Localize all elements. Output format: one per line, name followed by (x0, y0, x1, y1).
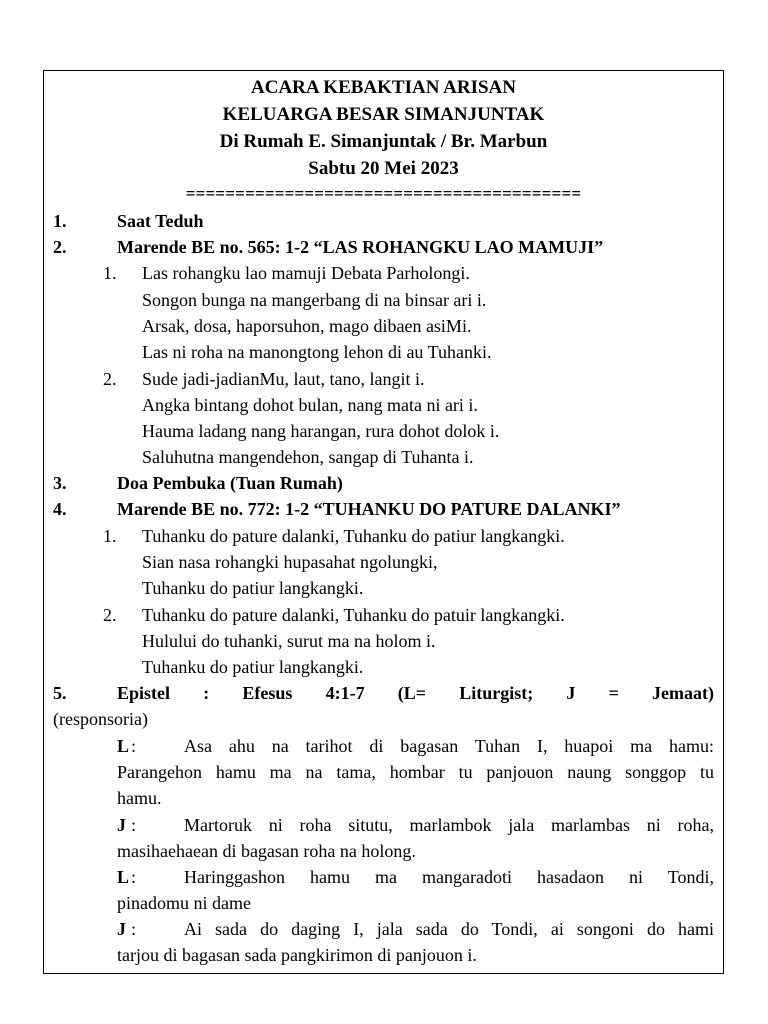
response-colon: : (131, 867, 137, 887)
doc-location: Di Rumah E. Simanjuntak / Br. Marbun (219, 131, 548, 152)
item-number: 5. (53, 683, 67, 703)
response-label: L (117, 867, 130, 887)
response-colon: : (131, 919, 137, 939)
response-label: J (117, 919, 126, 939)
verse-number: 2. (103, 605, 117, 625)
response-line: Asa ahu na tarihot di bagasan Tuhan I, huapoi ma hamu: (184, 736, 714, 756)
doc-title: ACARA KEBAKTIAN ARISAN (251, 77, 516, 98)
response-line: pinadomu ni dame (117, 893, 251, 913)
response-line: masihaehaean di bagasan roha na holong. (117, 841, 416, 861)
item-title: Doa Pembuka (Tuan Rumah) (117, 473, 343, 493)
response-label: L (117, 736, 130, 756)
verse-line: Angka bintang dohot bulan, nang mata ni ari i. (142, 395, 478, 415)
verse-line: Hulului do tuhanki, surut ma na holom i. (142, 631, 436, 651)
verse-number: 2. (103, 369, 117, 389)
response-colon: : (131, 736, 137, 756)
verse-line: Tuhanku do patiur langkangki. (142, 657, 364, 677)
verse-line: Arsak, dosa, haporsuhon, mago dibaen asiMi. (142, 316, 472, 336)
epistel-heading (117, 680, 714, 706)
response-line: Parangehon hamu ma na tama, hombar tu panjouon naung songgop tu (117, 762, 714, 782)
item-number: 4. (53, 499, 67, 519)
response-line: Martoruk ni roha situtu, marlambok jala marlambas ni roha, (184, 815, 714, 835)
item-number: 1. (53, 211, 67, 231)
verse-line: Las ni roha na manongtong lehon di au Tuhanki. (142, 342, 492, 362)
verse-number: 1. (103, 263, 117, 283)
response-line: hamu. (117, 788, 162, 808)
doc-date: Sabtu 20 Mei 2023 (308, 158, 459, 179)
item-title: Marende BE no. 772: 1-2 “TUHANKU DO PATURE DALANKI” (117, 499, 621, 519)
item-title: Marende BE no. 565: 1-2 “LAS ROHANGKU LAO MAMUJI” (117, 237, 604, 257)
verse-line: Tuhanku do patiur langkangki. (142, 578, 364, 598)
verse-line: Saluhutna mangendehon, sangap di Tuhanta i. (142, 447, 474, 467)
verse-line: Songon bunga na mangerbang di na binsar ari i. (142, 290, 487, 310)
doc-subtitle: KELUARGA BESAR SIMANJUNTAK (222, 104, 545, 125)
response-line: Haringgashon hamu ma mangaradoti hasadaon ni Tondi, (184, 867, 714, 887)
verse-line: Tuhanku do pature dalanki, Tuhanku do patuir langkangki. (142, 605, 565, 625)
verse-line: Hauma ladang nang harangan, rura dohot dolok i. (142, 421, 500, 441)
verse-number: 1. (103, 526, 117, 546)
response-line: Ai sada do daging I, jala sada do Tondi, ai songoni do hami (184, 919, 714, 939)
response-colon: : (131, 815, 137, 835)
separator-line: ======================================== (185, 184, 582, 203)
verse-line: Sude jadi-jadianMu, laut, tano, langit i. (142, 369, 425, 389)
item-number: 2. (53, 237, 67, 257)
item-number: 3. (53, 473, 67, 493)
response-line: tarjou di bagasan sada pangkirimon di panjouon i. (117, 945, 477, 965)
verse-line: Las rohangku lao mamuji Debata Parholongi. (142, 263, 470, 283)
item-title: Saat Teduh (117, 211, 204, 231)
epistel-subtitle: (responsoria) (53, 709, 148, 729)
verse-line: Tuhanku do pature dalanki, Tuhanku do patiur langkangki. (142, 526, 565, 546)
response-label: J (117, 815, 126, 835)
epistel-heading-text: Epistel : Efesus 4:1-7 (L= Liturgist; J = Jemaat) (117, 683, 714, 703)
verse-line: Sian nasa rohangki hupasahat ngolungki, (142, 552, 438, 572)
document-frame (43, 70, 724, 974)
